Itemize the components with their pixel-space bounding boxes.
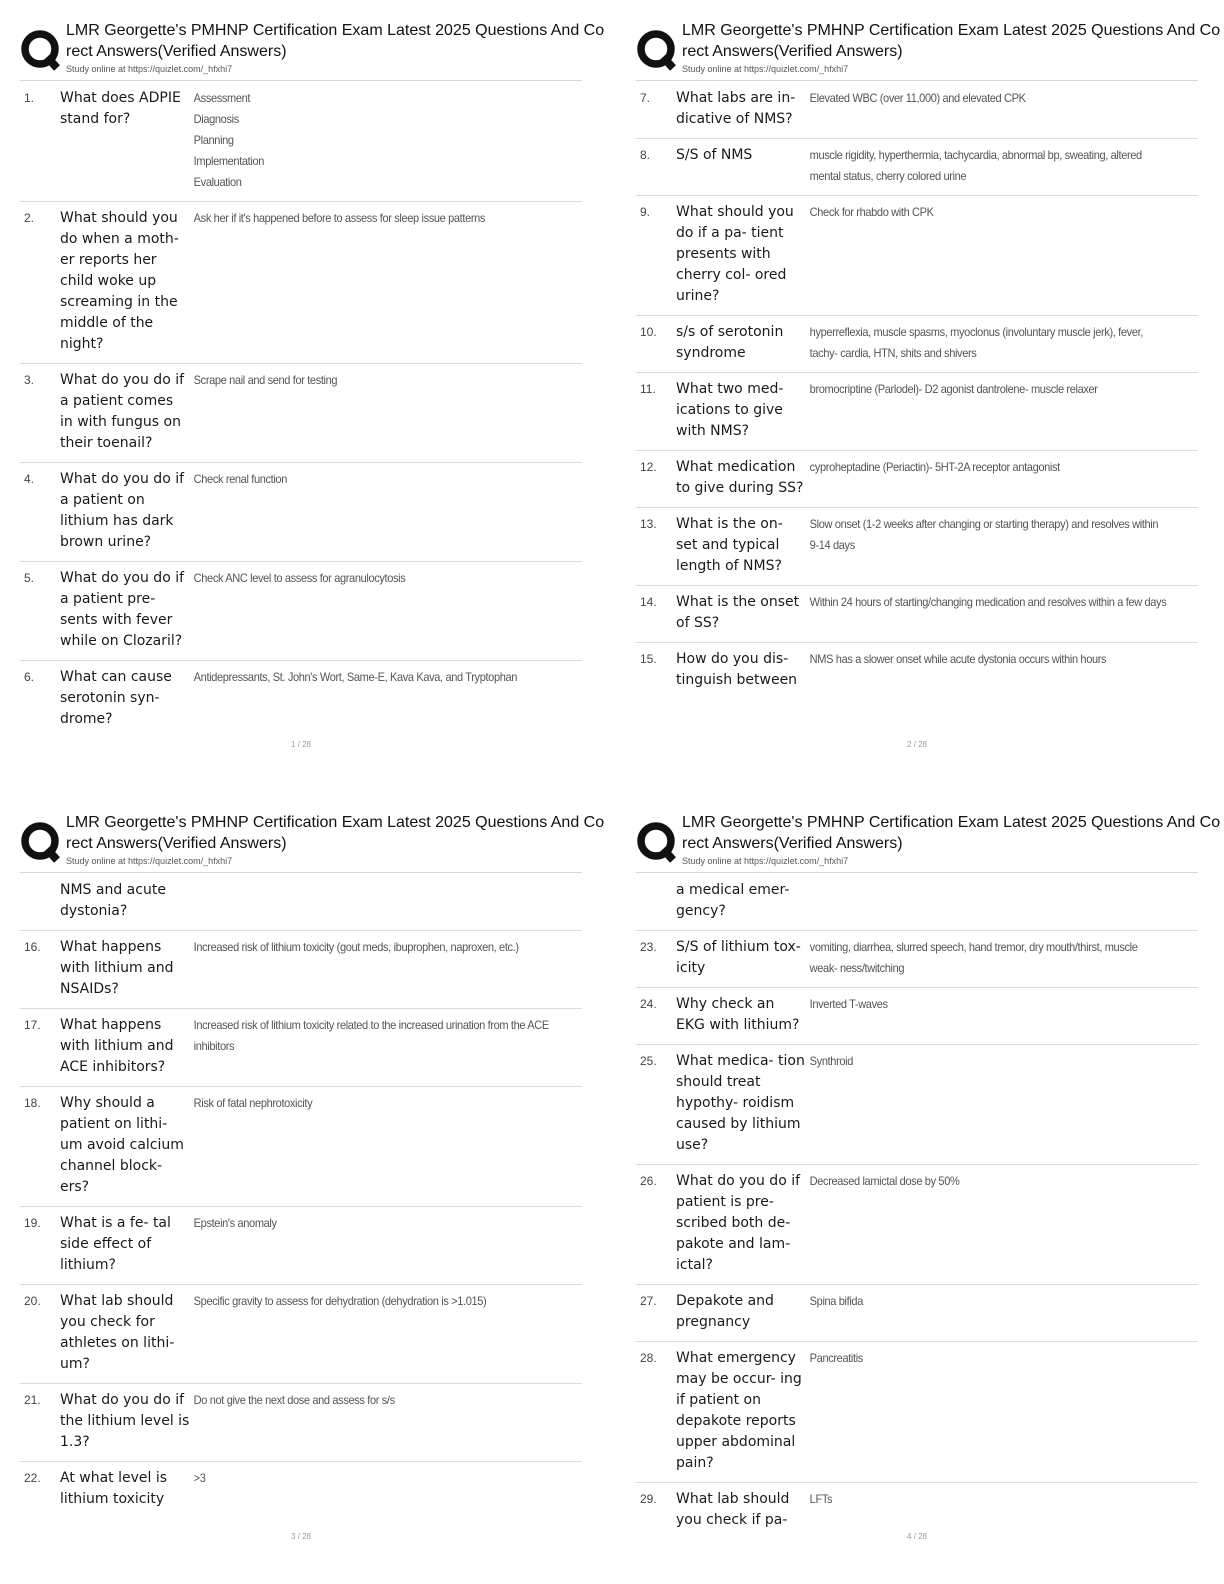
page-4 bbox=[636, 812, 1224, 1582]
answer-text: Check for rhabdo with CPK bbox=[809, 205, 934, 219]
question-number: 17. bbox=[24, 1018, 41, 1032]
qa-row bbox=[636, 82, 1198, 139]
question-text: What do you do if a patient on lithium has dark brown urine? bbox=[60, 471, 185, 550]
question-number: 8. bbox=[640, 148, 651, 162]
question-text: What happens with lithium and NSAIDs? bbox=[60, 939, 174, 997]
qa-table bbox=[636, 82, 1198, 699]
question-text: S/S of lithium tox- icity bbox=[676, 939, 801, 976]
question-number: 12. bbox=[640, 460, 657, 474]
quizlet-logo-icon bbox=[20, 28, 64, 72]
question-text: What do you do if a patient comes in with fungus on their toenail? bbox=[60, 372, 185, 451]
qa-row bbox=[636, 1045, 1198, 1165]
question-text: What medication to give during SS? bbox=[676, 459, 804, 496]
study-online-link[interactable]: Study online at https://quizlet.com/_hfxhi7 bbox=[66, 856, 233, 866]
question-number: 26. bbox=[640, 1174, 657, 1188]
answer-text: Check ANC level to assess for agranulocytosis bbox=[193, 571, 406, 585]
question-text: What should you do if a pa- tient presents with cherry col- ored urine? bbox=[676, 204, 794, 304]
qa-row bbox=[20, 463, 582, 562]
question-number: 24. bbox=[640, 997, 657, 1011]
qa-row bbox=[20, 1285, 582, 1384]
question-number: 11. bbox=[640, 382, 656, 396]
page-3 bbox=[20, 812, 610, 1582]
question-number: 1. bbox=[24, 91, 35, 105]
question-text: What is the onset of SS? bbox=[676, 594, 800, 631]
qa-row bbox=[636, 196, 1198, 316]
answer-text: Assessment Diagnosis Planning Implementation Evaluation bbox=[193, 91, 265, 189]
question-number bbox=[20, 880, 60, 922]
question-number: 20. bbox=[24, 1294, 41, 1308]
answer-text: Epstein's anomaly bbox=[193, 1216, 277, 1230]
qa-row bbox=[636, 931, 1198, 988]
question-text: a medical emer- gency? bbox=[676, 882, 790, 919]
page-number: 3 / 28 bbox=[290, 1532, 311, 1541]
answer-text: Risk of fatal nephrotoxicity bbox=[193, 1096, 313, 1110]
quizlet-logo-icon bbox=[636, 820, 680, 864]
quizlet-logo-icon bbox=[636, 28, 680, 72]
qa-row bbox=[20, 82, 582, 202]
question-number: 10. bbox=[640, 325, 657, 339]
question-number: 25. bbox=[640, 1054, 657, 1068]
answer-text: Within 24 hours of starting/changing medication and resolves within a few days bbox=[809, 595, 1167, 609]
answer-text: Scrape nail and send for testing bbox=[193, 373, 338, 387]
question-text: What do you do if the lithium level is 1.3? bbox=[60, 1392, 190, 1450]
study-online-link[interactable]: Study online at https://quizlet.com/_hfxhi7 bbox=[66, 64, 233, 74]
qa-row bbox=[636, 1165, 1198, 1285]
question-text: s/s of serotonin syndrome bbox=[676, 324, 784, 361]
qa-row bbox=[20, 1384, 582, 1462]
answer-text: Pancreatitis bbox=[809, 1351, 863, 1365]
answer-text: Increased risk of lithium toxicity related to the increased urination from the ACE inhibitors bbox=[193, 1018, 549, 1053]
question-text: Why check an EKG with lithium? bbox=[676, 996, 800, 1033]
document-title: LMR Georgette's PMHNP Certification Exam Latest 2025 Questions And Co rect Answers(Verified Answers) bbox=[682, 814, 1221, 852]
question-number: 4. bbox=[24, 472, 35, 486]
qa-row bbox=[636, 508, 1198, 586]
qa-row bbox=[636, 316, 1198, 373]
answer-text bbox=[190, 880, 551, 922]
header-divider bbox=[20, 872, 582, 873]
question-number: 7. bbox=[640, 91, 651, 105]
question-number: 19. bbox=[24, 1216, 41, 1230]
question-number: 14. bbox=[640, 595, 657, 609]
answer-text: LFTs bbox=[809, 1492, 833, 1506]
question-number: 27. bbox=[640, 1294, 657, 1308]
question-text: At what level is lithium toxicity bbox=[60, 1470, 168, 1507]
qa-row bbox=[636, 1342, 1198, 1483]
question-text: What lab should you check for athletes on lithi- um? bbox=[60, 1293, 175, 1372]
study-online-link[interactable]: Study online at https://quizlet.com/_hfxhi7 bbox=[682, 856, 849, 866]
question-number: 9. bbox=[640, 205, 651, 219]
qa-row bbox=[636, 451, 1198, 508]
question-text: Why should a patient on lithi- um avoid calcium channel block- ers? bbox=[60, 1095, 184, 1195]
qa-row bbox=[636, 586, 1198, 643]
answer-text: Ask her if it's happened before to assess for sleep issue patterns bbox=[193, 211, 486, 225]
page-number: 2 / 28 bbox=[906, 740, 927, 749]
question-text: What should you do when a moth- er reports her child woke up screaming in the middle of the night? bbox=[60, 210, 179, 352]
document-title: LMR Georgette's PMHNP Certification Exam Latest 2025 Questions And Co rect Answers(Verified Answers) bbox=[682, 22, 1221, 60]
answer-text: Antidepressants, St. John's Wort, Same-E, Kava Kava, and Tryptophan bbox=[193, 670, 518, 684]
qa-row bbox=[636, 874, 1198, 931]
page-1 bbox=[20, 20, 610, 790]
question-number: 5. bbox=[24, 571, 35, 585]
question-text: What is the on- set and typical length of NMS? bbox=[676, 516, 783, 574]
question-text: What emergency may be occur- ing if patient on depakote reports upper abdominal pain? bbox=[676, 1350, 802, 1471]
qa-row bbox=[20, 364, 582, 463]
answer-text: vomiting, diarrhea, slurred speech, hand tremor, dry mouth/thirst, muscle weak- ness/twitching bbox=[809, 940, 1138, 975]
qa-row bbox=[636, 139, 1198, 196]
qa-row bbox=[20, 1462, 582, 1518]
page-number: 1 / 28 bbox=[290, 740, 311, 749]
qa-table bbox=[20, 82, 582, 738]
header-divider bbox=[636, 872, 1198, 873]
qa-table bbox=[20, 874, 582, 1518]
qa-row bbox=[20, 562, 582, 661]
question-text: What does ADPIE stand for? bbox=[60, 90, 181, 127]
question-text: How do you dis- tinguish between bbox=[676, 651, 798, 688]
answer-text: bromocriptine (Parlodel)- D2 agonist dantrolene- muscle relaxer bbox=[809, 382, 1098, 396]
question-number: 22. bbox=[24, 1471, 41, 1485]
qa-row bbox=[20, 1009, 582, 1087]
study-online-link[interactable]: Study online at https://quizlet.com/_hfxhi7 bbox=[682, 64, 849, 74]
answer-text: hyperreflexia, muscle spasms, myoclonus (involuntary muscle jerk), fever, tachy- cardia, HTN, shits and shivers bbox=[809, 325, 1143, 360]
qa-row bbox=[20, 874, 582, 931]
answer-text bbox=[806, 880, 1167, 922]
page-number: 4 / 28 bbox=[906, 1532, 927, 1541]
question-text: What is a fe- tal side effect of lithium? bbox=[60, 1215, 171, 1273]
quizlet-logo-icon bbox=[20, 820, 64, 864]
qa-row bbox=[636, 1285, 1198, 1342]
question-number: 18. bbox=[24, 1096, 41, 1110]
document-title: LMR Georgette's PMHNP Certification Exam Latest 2025 Questions And Co rect Answers(Verified Answers) bbox=[66, 814, 605, 852]
answer-text: Decreased lamictal dose by 50% bbox=[809, 1174, 960, 1188]
question-number: 3. bbox=[24, 373, 35, 387]
question-text: What two med- ications to give with NMS? bbox=[676, 381, 784, 439]
answer-text: Spina bifida bbox=[809, 1294, 863, 1308]
question-number: 23. bbox=[640, 940, 657, 954]
question-text: S/S of NMS bbox=[676, 147, 753, 163]
qa-row bbox=[20, 1207, 582, 1285]
header-divider bbox=[636, 80, 1198, 81]
qa-row bbox=[636, 373, 1198, 451]
answer-text: Do not give the next dose and assess for s/s bbox=[193, 1393, 395, 1407]
question-text: What do you do if patient is pre- scribed both de- pakote and lam- ictal? bbox=[676, 1173, 801, 1273]
question-text: What do you do if a patient pre- sents with fever while on Clozaril? bbox=[60, 570, 185, 649]
question-number: 21. bbox=[24, 1393, 41, 1407]
qa-row bbox=[20, 661, 582, 738]
question-number: 16. bbox=[24, 940, 41, 954]
question-text: Depakote and pregnancy bbox=[676, 1293, 774, 1330]
page-2 bbox=[636, 20, 1224, 790]
question-number: 29. bbox=[640, 1492, 657, 1506]
question-number: 15. bbox=[640, 652, 657, 666]
question-text: What happens with lithium and ACE inhibitors? bbox=[60, 1017, 174, 1075]
document-title: LMR Georgette's PMHNP Certification Exam Latest 2025 Questions And Co rect Answers(Verified Answers) bbox=[66, 22, 605, 60]
question-number: 6. bbox=[24, 670, 35, 684]
header-divider bbox=[20, 80, 582, 81]
answer-text: cyproheptadine (Periactin)- 5HT-2A receptor antagonist bbox=[809, 460, 1060, 474]
question-number bbox=[636, 880, 676, 922]
question-number: 2. bbox=[24, 211, 35, 225]
question-number: 28. bbox=[640, 1351, 657, 1365]
answer-text: >3 bbox=[193, 1471, 206, 1485]
question-number: 13. bbox=[640, 517, 657, 531]
question-text: What medica- tion should treat hypothy- roidism caused by lithium use? bbox=[676, 1053, 805, 1153]
qa-table bbox=[636, 874, 1198, 1539]
question-text: What can cause serotonin syn- drome? bbox=[60, 669, 172, 727]
qa-row bbox=[636, 643, 1198, 699]
question-text: What lab should you check if pa- bbox=[676, 1491, 790, 1528]
question-text: NMS and acute dystonia? bbox=[60, 882, 166, 919]
qa-row bbox=[636, 988, 1198, 1045]
answer-text: NMS has a slower onset while acute dystonia occurs within hours bbox=[809, 652, 1107, 666]
qa-row bbox=[20, 202, 582, 364]
answer-text: Check renal function bbox=[193, 472, 287, 486]
answer-text: Elevated WBC (over 11,000) and elevated CPK bbox=[809, 91, 1026, 105]
answer-text: Slow onset (1-2 weeks after changing or starting therapy) and resolves within 9-14 days bbox=[809, 517, 1159, 552]
answer-text: Inverted T-waves bbox=[809, 997, 888, 1011]
answer-text: Synthroid bbox=[809, 1054, 854, 1068]
answer-text: Specific gravity to assess for dehydration (dehydration is >1.015) bbox=[193, 1294, 487, 1308]
answer-text: muscle rigidity, hyperthermia, tachycardia, abnormal bp, sweating, altered mental status, cherry colored urine bbox=[809, 148, 1142, 183]
qa-row bbox=[636, 1483, 1198, 1539]
qa-row bbox=[20, 931, 582, 1009]
qa-row bbox=[20, 1087, 582, 1207]
question-text: What labs are in- dicative of NMS? bbox=[676, 90, 796, 127]
answer-text: Increased risk of lithium toxicity (gout meds, ibuprophen, naproxen, etc.) bbox=[193, 940, 519, 954]
